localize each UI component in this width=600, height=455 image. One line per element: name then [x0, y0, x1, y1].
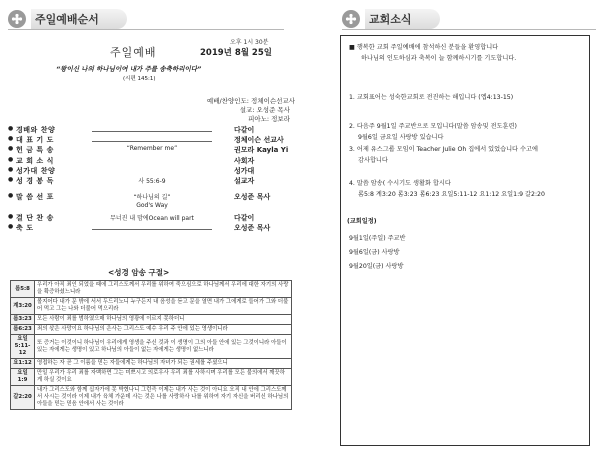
theme-verse-ref: (시편 145:1)	[123, 76, 156, 82]
memory-verse-row	[11, 359, 292, 369]
memory-verse-row	[11, 298, 292, 315]
verse-text: 볼지어다 내가 문 밖에 서서 두드리노니 누구든지 내 음성을 듣고 문을 열면 내가 그에게로 들어가 그와 더불어 먹고 그는 나와 더불어 먹으리라	[35, 298, 292, 315]
schedule-item-3: 9월20일(금) 사랑방	[349, 263, 404, 270]
schedule-item-1: 9월1일(주일) 주교반	[349, 235, 406, 242]
order-label: 성 경 봉 독	[16, 176, 54, 185]
verse-ref: 롬3:23	[11, 315, 35, 325]
verse-ref: 요1:12	[11, 359, 35, 369]
verse-ref: 요일 5:11-12	[11, 335, 35, 359]
bullet: ●	[8, 222, 14, 230]
credit-pianist: 피아노: 정보라	[248, 115, 290, 123]
news-item-1: 1. 교회표어는 성숙한교회로 전진하는 해입니다 (엡4:13-15)	[349, 94, 514, 101]
left-section-header	[8, 8, 284, 30]
bullet: ●	[8, 145, 14, 153]
order-row	[8, 213, 298, 223]
news-item-4-line2: 롬5:8 계3:20 롬3:23 롬6:23 요일5:11-12 요1:12 요일1:9 갈2:20	[358, 191, 545, 198]
news-item-2-line2: 9월6일 금요일 사랑방 있습니다	[358, 134, 444, 141]
flower-icon	[8, 10, 26, 28]
news-welcome-1: ■ 행복한 교회 주일예배에 참석하신 분들을 환영합니다	[349, 44, 499, 51]
bullet: ●	[8, 155, 14, 163]
order-row	[8, 223, 298, 233]
right-section-header	[342, 8, 596, 30]
schedule-item-2: 9월6일(금) 사랑방	[349, 249, 400, 256]
order-label: 축 도	[16, 223, 34, 232]
order-label: 결 단 찬 송	[16, 213, 54, 222]
church-news-panel	[340, 35, 590, 446]
order-row	[8, 192, 298, 202]
order-row	[8, 176, 298, 186]
left-section-title: 주일예배순서	[31, 9, 127, 29]
news-item-4-line1: 4. 말씀 암송( 수시기도 생활화 합시다	[349, 180, 451, 187]
order-person: 성가대	[234, 166, 255, 175]
order-label: 대 표 기 도	[16, 136, 54, 145]
verse-text: 모든 사람이 죄를 범하였으매 하나님의 영광에 이르지 못하더니	[35, 315, 292, 325]
order-person: 정체이슨 선교사	[234, 136, 284, 145]
verse-text: 죄의 삯은 사망이요 하나님의 은사는 그리스도 예수 우리 주 안에 있는 영생이니라	[35, 325, 292, 335]
bullet: ●	[8, 212, 14, 220]
order-label: 경배와 찬양	[16, 126, 56, 134]
verse-ref: 갈2:20	[11, 386, 35, 410]
bullet: ●	[8, 175, 14, 183]
order-person: 오성준 목사	[234, 223, 271, 232]
verse-text: 우리가 아직 죄인 되었을 때에 그리스도께서 우리를 위하여 죽으심으로 하나님께서 우리에 대한 자기의 사랑을 확증하셨느니라	[35, 281, 292, 298]
verse-text: 영접하는 자 곧 그 이름을 믿는 자들에게는 하나님의 자녀가 되는 권세를 주셨으니	[35, 359, 292, 369]
memory-verses-table	[10, 280, 292, 410]
news-item-3-line2: 감사합니다	[358, 157, 388, 164]
order-detail: 사 55:6-9	[138, 177, 166, 185]
credit-leader: 예배/찬양인도: 정체이슨선교사	[206, 97, 295, 105]
verse-ref: 롬5:8	[11, 281, 35, 298]
order-divider-line	[92, 131, 212, 132]
news-item-2-line1: 2. 다음주 9월1일 주교반으로 모입니다(말씀 암송및 전도훈련)	[349, 123, 517, 130]
order-divider-line	[92, 141, 212, 142]
schedule-title: (교회일정)	[347, 218, 377, 225]
right-section-title: 교회소식	[365, 9, 440, 29]
order-row	[8, 125, 298, 135]
bullet: ●	[8, 165, 14, 173]
order-label: 헌 금 특 송	[16, 146, 54, 155]
bullet: ●	[8, 125, 14, 132]
theme-verse: “왕이신 나의 하나님이여 내가 주를 송축하리이다”	[56, 65, 202, 73]
order-of-worship	[8, 125, 298, 233]
memory-verse-row	[11, 369, 292, 386]
order-row	[8, 166, 298, 176]
order-person: 설교자	[234, 176, 255, 185]
order-detail: God's Way	[136, 202, 168, 210]
service-title: 주일예배	[110, 46, 157, 59]
memory-verse-row	[11, 281, 292, 298]
order-label: 말 씀 선 포	[16, 193, 54, 202]
order-row	[8, 135, 298, 145]
service-date: 2019년 8월 25일	[200, 48, 272, 58]
verse-ref: 계3:20	[11, 298, 35, 315]
order-row	[8, 145, 298, 155]
verse-text: 만일 우리가 우리 죄를 자백하면 그는 미쁘시고 의로우사 우리 죄를 사하시며 우리를 모든 불의에서 깨끗하게 하실 것이요	[35, 369, 292, 386]
verse-ref: 롬6:23	[11, 325, 35, 335]
order-person: 다같이	[234, 126, 255, 134]
order-label: 성가대 찬양	[16, 166, 56, 175]
order-detail: “Remember me”	[126, 145, 178, 153]
order-detail: “하나님의 길”	[133, 194, 171, 202]
memory-verses-title: <성경 암송 구절>	[108, 268, 170, 277]
credit-preacher: 설교: 오성준 목사	[239, 106, 290, 114]
service-time: 오후 1시 30분	[230, 39, 269, 46]
memory-verse-row	[11, 315, 292, 325]
order-person: 오성준 목사	[234, 193, 271, 202]
order-row	[8, 156, 298, 166]
bullet: ●	[8, 135, 14, 143]
verse-ref: 요일1:9	[11, 369, 35, 386]
news-item-3-line1: 3. 어제 유스그룹 모임이 Teacher Julie Oh 집에서 있었습니다 수고에	[349, 146, 538, 153]
news-welcome-2: 하나님의 인도하심과 축복이 늘 함께하시기를 기도합니다.	[361, 55, 517, 62]
flower-icon	[342, 10, 360, 28]
order-row	[8, 202, 298, 212]
order-person: 다같이	[234, 213, 255, 222]
verse-text: 또 증거는 이것이니 하나님이 우리에게 영생을 주신 것과 이 생명이 그의 아들 안에 있는 그것이니라 아들이 있는 자에게는 생명이 있고 하나님의 아들이 없는 자에게는 생명이 없느니라	[35, 335, 292, 359]
bullet: ●	[8, 192, 14, 200]
order-detail: 무너진 내 맘에Ocean will part	[110, 214, 194, 222]
memory-verse-row	[11, 335, 292, 359]
memory-verse-row	[11, 386, 292, 410]
order-person: 권모라 Kayla Yi	[234, 146, 289, 155]
order-label: 교 회 소 식	[16, 156, 54, 165]
memory-verse-row	[11, 325, 292, 335]
order-divider-line	[92, 229, 212, 230]
verse-text: 내가 그리스도와 함께 십자가에 못 박혔나니 그런즉 이제는 내가 사는 것이 아니요 오직 내 안에 그리스도께서 사시는 것이라 이제 내가 육체 가운데 사는 것은 나를 사랑하사 나를 위하여 자기 자신을 버리신 하나님의 아들을 믿는 믿음 안에서 사는 것이라	[35, 386, 292, 410]
order-person: 사회자	[234, 156, 255, 165]
